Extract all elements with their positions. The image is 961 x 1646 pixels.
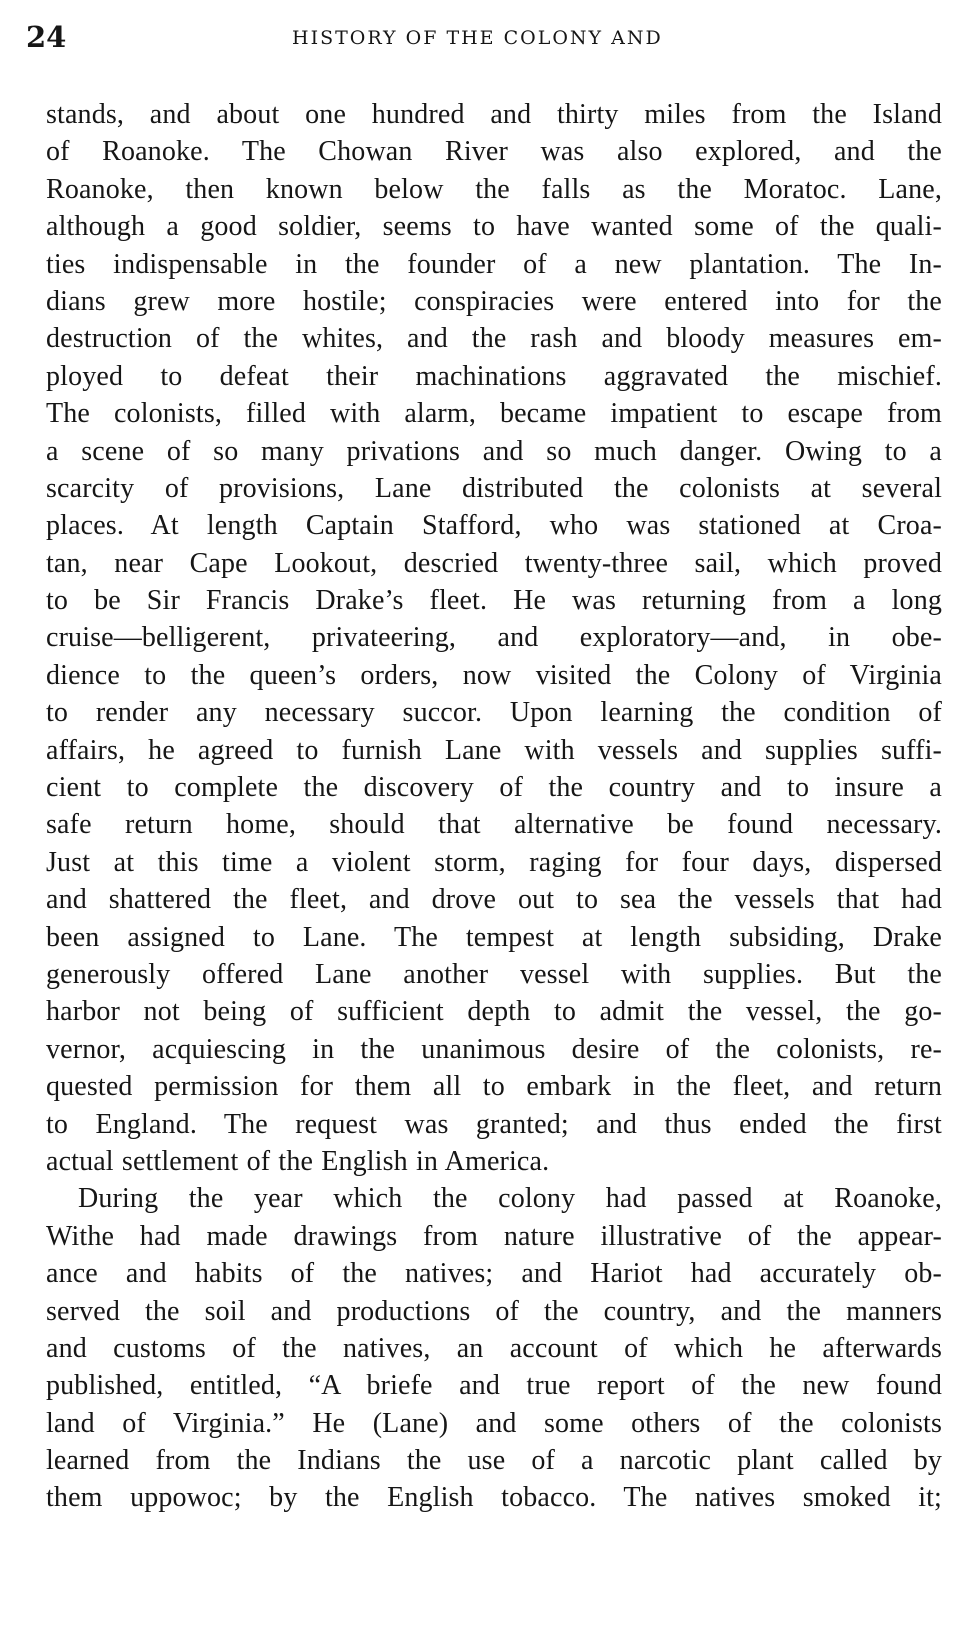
text-line: land of Virginia.” He (Lane) and some others of the colonists [46, 1407, 942, 1439]
text-line: Just at this time a violent storm, raging for four days, dispersed [46, 846, 942, 878]
text-line: cruise—belligerent, privateering, and exploratory—and, in obe- [46, 622, 942, 654]
text-line: destruction of the whites, and the rash and bloody measures em- [46, 323, 942, 355]
text-line: them uppowoc; by the English tobacco. The natives smoked it; [46, 1482, 942, 1514]
text-line: tan, near Cape Lookout, descried twenty-three sail, which proved [46, 547, 942, 579]
text-line: safe return home, should that alternative be found necessary. [46, 809, 942, 841]
text-line: dience to the queen’s orders, now visited the Colony of Virginia [46, 659, 942, 691]
running-title: HISTORY OF THE COLONY AND [292, 27, 663, 49]
text-line: The colonists, filled with alarm, became impatient to escape from [46, 398, 942, 430]
text-line: to render any necessary succor. Upon learning the condition of [46, 697, 942, 729]
paragraph-first-line: During the year which the colony had passed at Roanoke, [78, 1183, 942, 1215]
text-line: quested permission for them all to embark in the fleet, and return [46, 1071, 942, 1103]
text-line: of Roanoke. The Chowan River was also explored, and the [46, 136, 942, 168]
page-number: 24 [26, 20, 67, 54]
text-line: ance and habits of the natives; and Hariot had accurately ob- [46, 1258, 942, 1290]
text-line: dians grew more hostile; conspiracies were entered into for the [46, 285, 942, 317]
text-line: generously offered Lane another vessel with supplies. But the [46, 958, 942, 990]
text-line: affairs, he agreed to furnish Lane with vessels and supplies suffi- [46, 734, 942, 766]
text-line: ployed to defeat their machinations aggravated the mischief. [46, 360, 942, 392]
body-text [46, 96, 942, 1517]
text-line: places. At length Captain Stafford, who was stationed at Croa- [46, 510, 942, 542]
text-line: cient to complete the discovery of the country and to insure a [46, 772, 942, 804]
text-line: Roanoke, then known below the falls as the Moratoc. Lane, [46, 173, 942, 205]
text-line: and shattered the fleet, and drove out to sea the vessels that had [46, 884, 942, 916]
text-line: and customs of the natives, an account of which he afterwards [46, 1332, 942, 1364]
text-line: to be Sir Francis Drake’s fleet. He was returning from a long [46, 585, 942, 617]
text-line: served the soil and productions of the country, and the manners [46, 1295, 942, 1327]
text-line: vernor, acquiescing in the unanimous desire of the colonists, re- [46, 1033, 942, 1065]
text-line: although a good soldier, seems to have wanted some of the quali- [46, 211, 942, 243]
text-line: learned from the Indians the use of a narcotic plant called by [46, 1445, 942, 1477]
text-line: Withe had made drawings from nature illustrative of the appear- [46, 1220, 942, 1252]
text-line: been assigned to Lane. The tempest at length subsiding, Drake [46, 921, 942, 953]
text-line: stands, and about one hundred and thirty miles from the Island [46, 99, 942, 130]
paragraph-end-line: actual settlement of the English in America. [46, 1145, 550, 1177]
page-header [24, 20, 944, 56]
text-line: scarcity of provisions, Lane distributed the colonists at several [46, 472, 942, 504]
text-line: to England. The request was granted; and thus ended the first [46, 1108, 942, 1140]
text-line: published, entitled, “A briefe and true report of the new found [46, 1370, 942, 1402]
text-line: ties indispensable in the founder of a new plantation. The In- [46, 248, 942, 280]
text-line: harbor not being of sufficient depth to admit the vessel, the go- [46, 996, 942, 1028]
text-line: a scene of so many privations and so much danger. Owing to a [46, 435, 942, 467]
